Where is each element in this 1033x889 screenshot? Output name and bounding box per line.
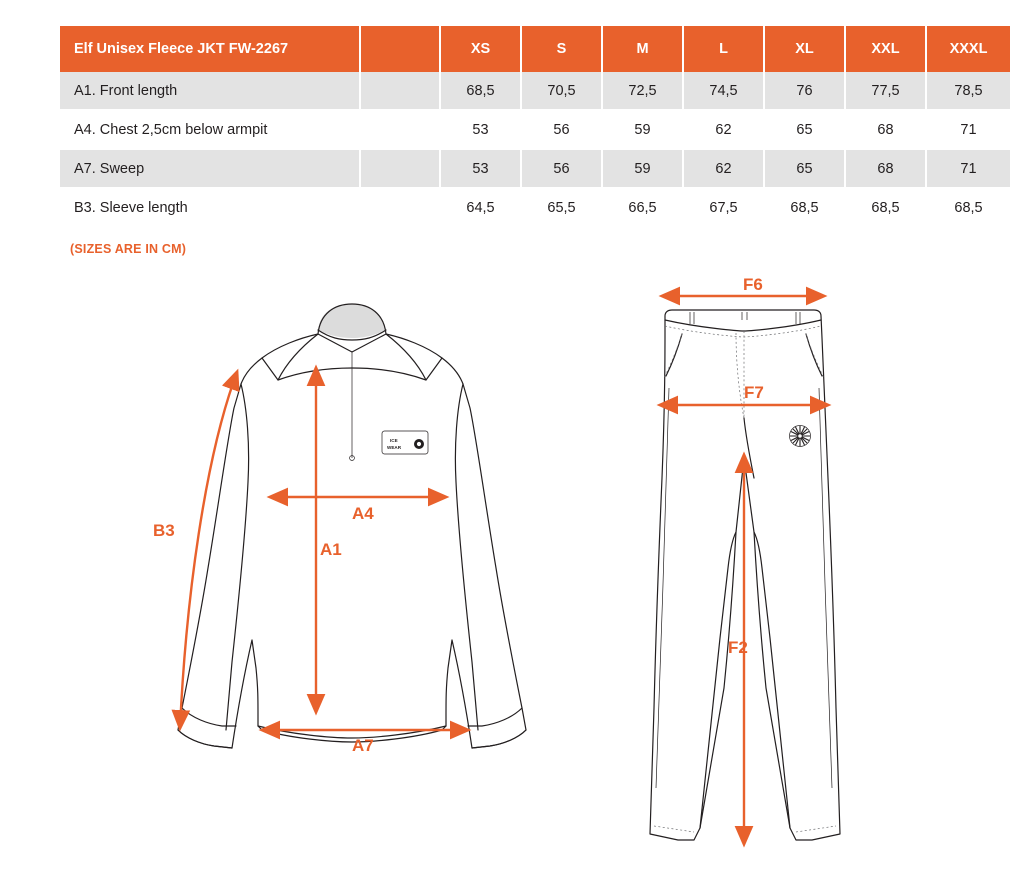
row-value-xxxl: 71	[926, 149, 1010, 188]
dimension-label-f2: F2	[728, 638, 748, 657]
row-value-xl: 65	[764, 110, 845, 149]
row-label: B3. Sleeve length	[60, 188, 360, 227]
table-row	[60, 110, 1010, 149]
table-row	[60, 72, 1010, 110]
jacket-illustration	[153, 304, 526, 755]
row-value-s: 65,5	[521, 188, 602, 227]
row-value-l: 62	[683, 110, 764, 149]
row-value-m: 72,5	[602, 72, 683, 110]
row-value-s: 56	[521, 149, 602, 188]
table-row	[60, 149, 1010, 188]
row-blank	[360, 149, 440, 188]
row-value-xl: 68,5	[764, 188, 845, 227]
table-title-cell: Elf Unisex Fleece JKT FW-2267	[60, 26, 360, 72]
dimension-label-a7: A7	[352, 736, 374, 755]
technical-drawings	[0, 268, 1033, 888]
table-header-xxxl: XXXL	[926, 26, 1010, 72]
row-value-xs: 68,5	[440, 72, 521, 110]
row-label: A7. Sweep	[60, 149, 360, 188]
row-value-s: 70,5	[521, 72, 602, 110]
table-header-s: S	[521, 26, 602, 72]
row-value-xxl: 68	[845, 149, 926, 188]
row-value-xs: 53	[440, 110, 521, 149]
row-value-m: 66,5	[602, 188, 683, 227]
row-value-xxl: 68	[845, 110, 926, 149]
table-header-xxl: XXL	[845, 26, 926, 72]
dimension-label-a1: A1	[320, 540, 342, 559]
row-value-xs: 64,5	[440, 188, 521, 227]
row-value-m: 59	[602, 149, 683, 188]
row-value-xxl: 77,5	[845, 72, 926, 110]
row-label: A4. Chest 2,5cm below armpit	[60, 110, 360, 149]
size-chart-table	[60, 26, 1010, 228]
table-header-blank	[360, 26, 440, 72]
row-value-l: 74,5	[683, 72, 764, 110]
dimension-label-b3: B3	[153, 521, 175, 540]
snowflake-icon	[790, 426, 811, 447]
logo-line-2: WEAR	[387, 445, 402, 450]
table-row	[60, 188, 1010, 227]
row-blank	[360, 72, 440, 110]
row-value-xl: 65	[764, 149, 845, 188]
row-value-l: 62	[683, 149, 764, 188]
dimension-label-f7: F7	[744, 383, 764, 402]
size-chart-table-container	[60, 26, 1010, 228]
row-blank	[360, 188, 440, 227]
row-label: A1. Front length	[60, 72, 360, 110]
logo-line-1: ICE	[390, 438, 398, 443]
row-value-l: 67,5	[683, 188, 764, 227]
row-value-xxxl: 71	[926, 110, 1010, 149]
row-value-xxxl: 68,5	[926, 188, 1010, 227]
dimension-label-f6: F6	[743, 275, 763, 294]
row-value-m: 59	[602, 110, 683, 149]
row-value-xxxl: 78,5	[926, 72, 1010, 110]
row-value-xs: 53	[440, 149, 521, 188]
table-header-row	[60, 26, 1010, 72]
row-value-xl: 76	[764, 72, 845, 110]
table-header-l: L	[683, 26, 764, 72]
dimension-label-a4: A4	[352, 504, 374, 523]
row-value-s: 56	[521, 110, 602, 149]
table-header-xl: XL	[764, 26, 845, 72]
table-header-xs: XS	[440, 26, 521, 72]
row-blank	[360, 110, 440, 149]
units-note: (SIZES ARE IN CM)	[70, 242, 187, 256]
pants-illustration	[650, 275, 840, 844]
table-header-m: M	[602, 26, 683, 72]
row-value-xxl: 68,5	[845, 188, 926, 227]
